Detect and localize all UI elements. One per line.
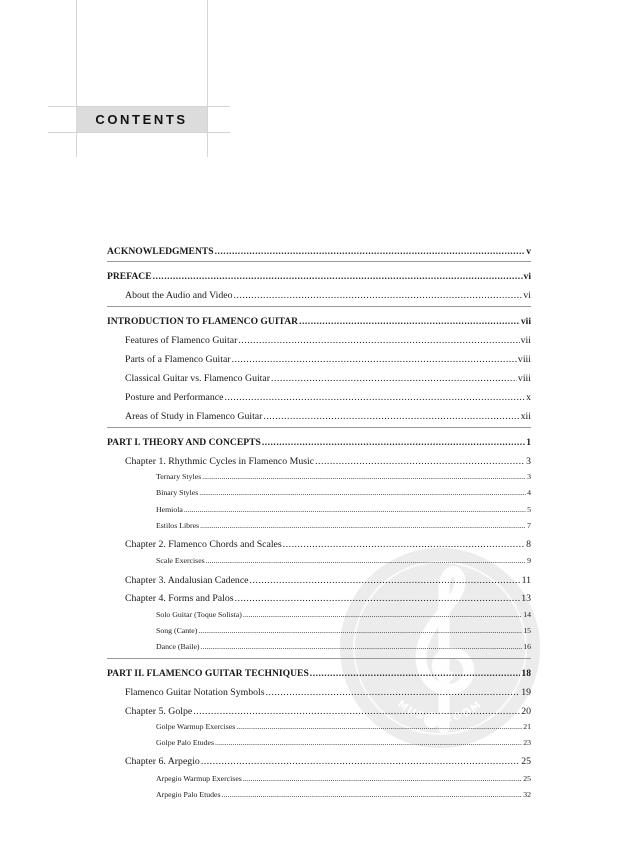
toc-entry-label: Chapter 4. Forms and Palos: [125, 593, 234, 604]
toc-page-number: 25: [521, 756, 531, 767]
toc-entry-label: Classical Guitar vs. Flamenco Guitar: [125, 373, 271, 384]
dot-leader: [236, 722, 522, 731]
dot-leader: [234, 290, 523, 301]
dot-leader: [222, 790, 523, 799]
toc-entry[interactable]: [125, 539, 531, 550]
toc-page-number: 16: [523, 642, 531, 651]
toc-subentry[interactable]: [156, 610, 531, 619]
toc-entry[interactable]: [125, 373, 531, 384]
toc-subentry[interactable]: [156, 505, 531, 514]
toc-subentry[interactable]: [156, 738, 531, 747]
toc-section-entry[interactable]: [107, 668, 531, 679]
toc-section-entry[interactable]: [107, 271, 531, 282]
toc-page-number: 20: [521, 706, 531, 717]
toc-page-number: viii: [517, 354, 531, 365]
toc-page-number: 14: [523, 610, 531, 619]
toc-page-number: 25: [523, 774, 531, 783]
page-title: CONTENTS: [95, 112, 188, 127]
dot-leader: [153, 271, 523, 282]
toc-page-number: 21: [523, 722, 531, 731]
contents-heading-box: [76, 107, 207, 132]
toc-page-number: 5: [527, 505, 531, 514]
toc-page-number: vi: [523, 290, 531, 301]
toc-entry-label: Scale Exercises: [156, 556, 205, 565]
toc-subentry[interactable]: [156, 556, 531, 565]
section-divider: [107, 261, 531, 262]
toc-entry[interactable]: [125, 392, 531, 403]
corner-rule-horizontal-bottom: [48, 132, 230, 133]
dot-leader: [250, 575, 521, 586]
dot-leader: [266, 687, 521, 698]
dot-leader: [238, 335, 519, 346]
toc-entry-label: Areas of Study in Flamenco Guitar: [125, 411, 263, 422]
dot-leader: [243, 774, 522, 783]
dot-leader: [198, 626, 522, 635]
toc-entry-label: Chapter 6. Arpegio: [125, 756, 200, 767]
toc-page-number: vi: [523, 271, 531, 282]
dot-leader: [232, 354, 517, 365]
toc-entry-label: Chapter 2. Flamenco Chords and Scales: [125, 539, 282, 550]
toc-entry-label: Dance (Baile): [156, 642, 200, 651]
dot-leader: [224, 392, 525, 403]
toc-page-number: 4: [527, 488, 531, 497]
toc-page-number: 9: [527, 556, 531, 565]
toc-entry-label: Golpe Palo Etudes: [156, 738, 215, 747]
toc-entry-label: Chapter 5. Golpe: [125, 706, 193, 717]
toc-subentry[interactable]: [156, 472, 531, 481]
toc-entry-label: About the Audio and Video: [125, 290, 233, 301]
dot-leader: [283, 539, 525, 550]
toc-section-entry[interactable]: [107, 316, 531, 327]
dot-leader: [243, 610, 522, 619]
toc-page-number: 8: [526, 539, 531, 550]
toc-entry-label: Song (Cante): [156, 626, 198, 635]
toc-entry-label: Binary Styles: [156, 488, 199, 497]
dot-leader: [201, 642, 523, 651]
toc-entry-label: Arpegio Warmup Exercises: [156, 774, 242, 783]
toc-entry[interactable]: [125, 593, 531, 604]
toc-entry-label: Flamenco Guitar Notation Symbols: [125, 687, 265, 698]
toc-entry-label: Chapter 3. Andalusian Cadence: [125, 575, 249, 586]
toc-section-entry[interactable]: [107, 437, 531, 448]
toc-page-number: v: [526, 246, 531, 257]
toc-entry[interactable]: [125, 756, 531, 767]
toc-entry-label: PREFACE: [107, 271, 152, 282]
toc-entry-label: Arpegio Palo Etudes: [156, 790, 221, 799]
dot-leader: [193, 706, 520, 717]
toc-entry-label: Features of Flamenco Guitar: [125, 335, 238, 346]
toc-entry[interactable]: [125, 456, 531, 467]
toc-entry-label: Solo Guitar (Toque Solista): [156, 610, 242, 619]
toc-page-number: 13: [521, 593, 531, 604]
toc-entry-label: Golpe Warmup Exercises: [156, 722, 236, 731]
toc-subentry[interactable]: [156, 626, 531, 635]
toc-entry-label: Parts of a Flamenco Guitar: [125, 354, 231, 365]
toc-entry-label: Ternary Styles: [156, 472, 202, 481]
toc-page-number: 3: [526, 456, 531, 467]
toc-entry-label: INTRODUCTION TO FLAMENCO GUITAR: [107, 316, 299, 327]
toc-entry-label: Estilos Libres: [156, 521, 200, 530]
dot-leader: [202, 472, 526, 481]
dot-leader: [184, 505, 526, 514]
corner-rule-vertical-right: [207, 0, 208, 157]
toc-page-number: vii: [520, 335, 531, 346]
toc-page-number: 18: [521, 668, 531, 679]
toc-page-number: viii: [517, 373, 531, 384]
dot-leader: [215, 246, 526, 257]
toc-entry-label: Hemiola: [156, 505, 183, 514]
toc-page-number: 3: [527, 472, 531, 481]
toc-page-number: xii: [520, 411, 531, 422]
toc-entry-label: Chapter 1. Rhythmic Cycles in Flamenco Music: [125, 456, 315, 467]
corner-rule-vertical-left: [76, 0, 77, 157]
toc-subentry[interactable]: [156, 642, 531, 651]
dot-leader: [310, 668, 521, 679]
section-divider: [107, 427, 531, 428]
toc-page-number: 19: [521, 687, 531, 698]
toc-entry-label: PART II. FLAMENCO GUITAR TECHNIQUES: [107, 668, 309, 679]
toc-entry[interactable]: [125, 335, 531, 346]
toc-entry[interactable]: [125, 706, 531, 717]
toc-page-number: vii: [520, 316, 531, 327]
dot-leader: [315, 456, 525, 467]
toc-subentry[interactable]: [156, 790, 531, 799]
section-divider: [107, 658, 531, 659]
toc-subentry[interactable]: [156, 774, 531, 783]
toc-page-number: 11: [521, 575, 531, 586]
toc-page-number: 7: [527, 521, 531, 530]
toc-entry[interactable]: [125, 354, 531, 365]
toc-entry-label: PART I. THEORY AND CONCEPTS: [107, 437, 261, 448]
dot-leader: [199, 488, 526, 497]
dot-leader: [235, 593, 521, 604]
section-divider: [107, 306, 531, 307]
toc-subentry[interactable]: [156, 488, 531, 497]
toc-section-entry[interactable]: [107, 246, 531, 257]
toc-page-number: 32: [523, 790, 531, 799]
toc-subentry[interactable]: [156, 521, 531, 530]
toc-page-number: 23: [523, 738, 531, 747]
toc-entry[interactable]: [125, 290, 531, 301]
toc-page-number: 1: [526, 437, 531, 448]
toc-subentry[interactable]: [156, 722, 531, 731]
toc-page-number: x: [526, 392, 531, 403]
dot-leader: [263, 411, 519, 422]
dot-leader: [200, 521, 526, 530]
dot-leader: [206, 556, 526, 565]
toc-entry-label: ACKNOWLEDGMENTS: [107, 246, 214, 257]
dot-leader: [299, 316, 520, 327]
toc-entry-label: Posture and Performance: [125, 392, 224, 403]
toc-entry[interactable]: [125, 575, 531, 586]
toc-page-number: 15: [523, 626, 531, 635]
watermark-text: MUSIC ROOM: [395, 698, 485, 726]
dot-leader: [201, 756, 520, 767]
dot-leader: [262, 437, 525, 448]
dot-leader: [271, 373, 517, 384]
dot-leader: [215, 738, 522, 747]
toc-entry[interactable]: [125, 687, 531, 698]
toc-entry[interactable]: [125, 411, 531, 422]
